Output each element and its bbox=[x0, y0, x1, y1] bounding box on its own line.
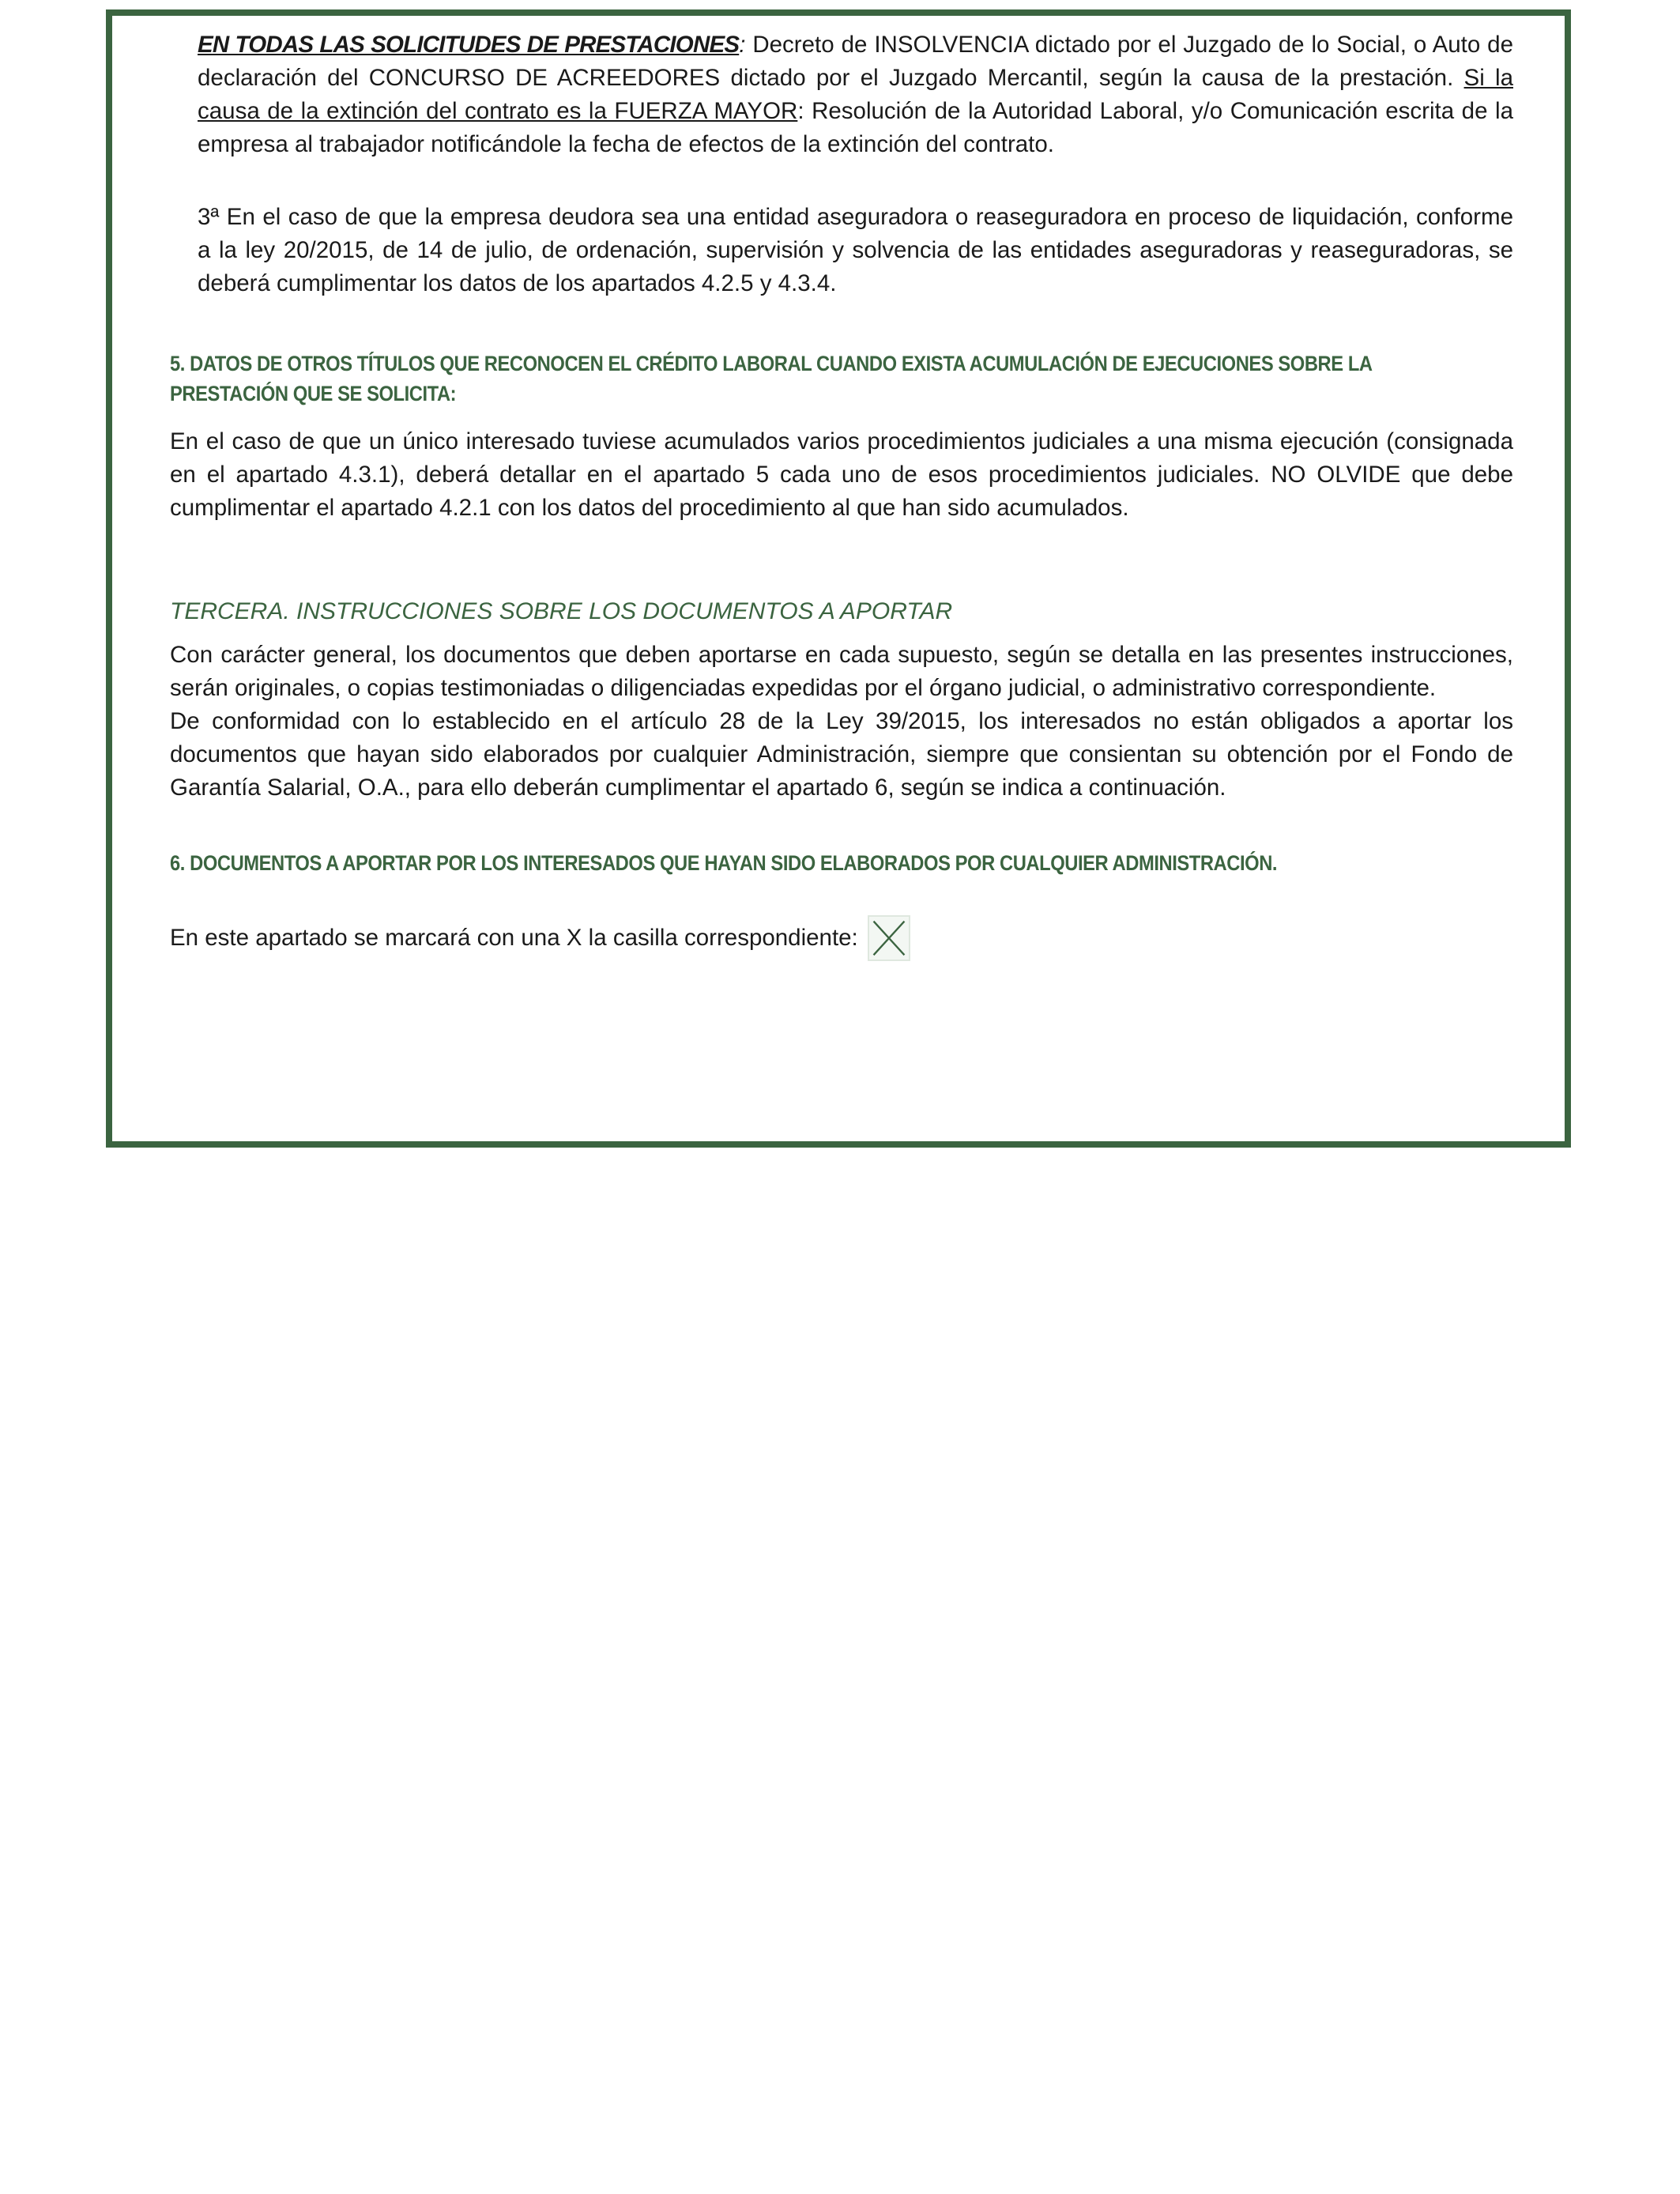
tercera-para1: Con carácter general, los documentos que deben aportarse en cada supuesto, según se detalla en las presentes instrucciones, serán originales, o copias testimoniadas o diligenciadas expedidas por el órgano judicial, o administrativo correspondiente. bbox=[170, 642, 1513, 701]
sample-checkbox bbox=[868, 915, 910, 961]
block-solicitudes bbox=[170, 28, 1513, 161]
block-text1: Decreto de INSOLVENCIA dictado por el Juzgado de lo Social, o Auto de declaración del CONCURSO DE ACREEDORES dictado por el Juzgado Mercantil, según la causa de la prestación. bbox=[198, 32, 1513, 91]
tercera-para2: De conformidad con lo establecido en el artículo 28 de la Ley 39/2015, los interesados no están obligados a aportar los documentos que hayan sido elaborados por cualquier Administración, siempre que consientan su obtención por el Fondo de Garantía Salarial, O.A., para ello deberán cumplimentar el apartado 6, según se indica a continuación. bbox=[170, 708, 1513, 801]
section-5-heading-line1: 5. DATOS DE OTROS TÍTULOS QUE RECONOCEN EL CRÉDITO LABORAL CUANDO EXISTA ACUMULACIÓN DE EJECUCIONES SOBRE LA bbox=[170, 352, 1373, 375]
tercera-heading: TERCERA. INSTRUCCIONES SOBRE LOS DOCUMENTOS A APORTAR bbox=[170, 598, 953, 624]
section-5-heading-line2: PRESTACIÓN QUE SE SOLICITA: bbox=[170, 382, 457, 405]
section-6-heading: 6. DOCUMENTOS A APORTAR POR LOS INTERESADOS QUE HAYAN SIDO ELABORADOS POR CUALQUIER ADMINISTRACIÓN. bbox=[170, 851, 1278, 875]
block-lead-suffix: : bbox=[739, 32, 746, 58]
block-text2: : Resolución de la Autoridad Laboral, y/o Comunicación escrita de la empresa al trabajador notificándole la fecha de efectos de la extinción del contrato. bbox=[198, 98, 1513, 157]
section-5-heading bbox=[170, 348, 1513, 408]
checkbox-instruction-text: En este apartado se marcará con una X la casilla correspondiente: bbox=[170, 925, 858, 951]
section-5-body: En el caso de que un único interesado tuviese acumulados varios procedimientos judiciales a una misma ejecución (consignada en el apartado 4.3.1), deberá detallar en el apartado 5 cada uno de esos procedimientos judiciales. NO OLVIDE que debe cumplimentar el apartado 4.2.1 con los datos del procedimiento al que han sido acumulados. bbox=[170, 428, 1513, 521]
block-underlined: Si la causa de la extinción del contrato es la FUERZA MAYOR bbox=[198, 65, 1513, 124]
document-content bbox=[170, 28, 1513, 961]
block-3a: 3ª En el caso de que la empresa deudora sea una entidad aseguradora o reaseguradora en proceso de liquidación, conforme a la ley 20/2015, de 14 de julio, de ordenación, supervisión y solvencia de las entidades aseguradoras y reaseguradoras, se deberá cumplimentar los datos de los apartados 4.2.5 y 4.3.4. bbox=[198, 204, 1513, 296]
checkbox-instruction bbox=[170, 915, 1513, 961]
block-lead: EN TODAS LAS SOLICITUDES DE PRESTACIONES bbox=[198, 32, 740, 58]
x-mark-icon bbox=[869, 917, 909, 959]
